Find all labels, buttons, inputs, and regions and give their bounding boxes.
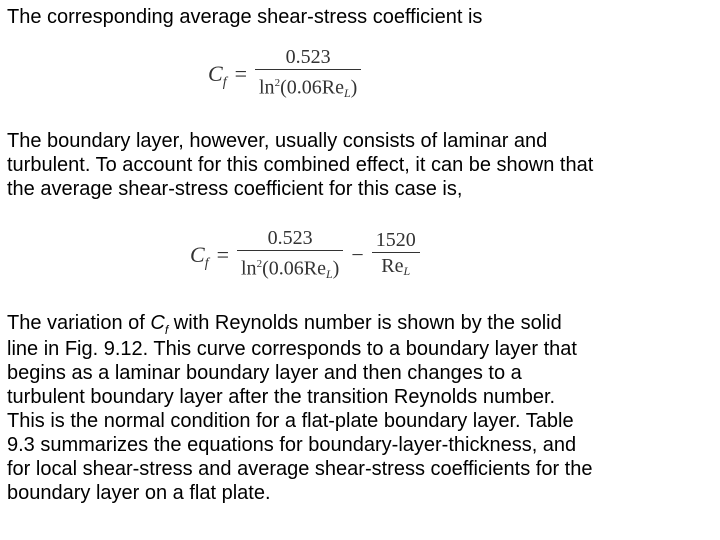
equation-symbol: C (190, 241, 205, 267)
denominator-body: (0.06Re (280, 76, 344, 99)
paragraph-variation (7, 311, 719, 505)
text-line: The boundary layer, however, usually consists of laminar and (7, 130, 548, 152)
fraction-numerator: 0.523 (285, 46, 331, 68)
text-line: turbulent. To account for this combined effect, it can be shown that (7, 154, 594, 176)
fraction-denominator (377, 253, 414, 280)
text-line: the average shear-stress coefficient for this case is, (7, 178, 463, 200)
text-line: turbulent boundary layer after the transition Reynolds number. (7, 386, 556, 408)
fraction-denominator (237, 251, 343, 283)
denominator-prefix: ln (241, 257, 257, 280)
equation-subscript: f (222, 74, 227, 90)
denominator-subscript: L (325, 266, 333, 281)
fraction (255, 46, 361, 102)
inline-subscript: f (164, 323, 169, 337)
paragraph-intro (7, 5, 719, 29)
equals-sign: = (234, 60, 247, 86)
denominator-body: (0.06Re (262, 257, 326, 280)
denominator-prefix: ln (259, 76, 275, 99)
text-line: 9.3 summarizes the equations for boundary-layer-thickness, and (7, 434, 577, 456)
equation-symbol: C (208, 60, 223, 86)
text-line: boundary layer on a flat plate. (7, 482, 271, 504)
text-line: for local shear-stress and average shear-stress coefficients for the (7, 458, 593, 480)
denominator-subscript: L (343, 85, 351, 100)
text-line (7, 311, 719, 337)
equation-turbulent-cf (208, 46, 361, 102)
fraction (372, 229, 420, 280)
fraction (237, 227, 343, 283)
denominator-subscript: L (403, 264, 411, 279)
inline-symbol: C (150, 312, 165, 334)
fraction-numerator: 1520 (375, 229, 416, 252)
paragraph-combined (7, 129, 719, 201)
denominator-close: ) (332, 257, 340, 280)
equation-lhs (208, 60, 227, 90)
text-fragment: The variation of (7, 312, 151, 334)
text-line: This is the normal condition for a flat-plate boundary layer. Table (7, 410, 574, 432)
denominator-body: Re (381, 255, 404, 278)
equals-sign: = (216, 241, 229, 267)
denominator-power: 2 (274, 77, 281, 89)
text-line: begins as a laminar boundary layer and then changes to a (7, 362, 522, 384)
text-fragment: with Reynolds number is shown by the solid (168, 312, 562, 334)
equation-lhs (190, 241, 209, 271)
text-line: line in Fig. 9.12. This curve corresponds to a boundary layer that (7, 338, 577, 360)
equation-combined-cf (190, 227, 420, 283)
denominator-close: ) (350, 76, 358, 99)
fraction-numerator: 0.523 (267, 227, 313, 249)
fraction-denominator (255, 70, 361, 102)
denominator-power: 2 (256, 258, 263, 270)
minus-sign: − (351, 241, 364, 267)
text-line: The corresponding average shear-stress coefficient is (7, 6, 483, 28)
equation-subscript: f (204, 255, 209, 271)
